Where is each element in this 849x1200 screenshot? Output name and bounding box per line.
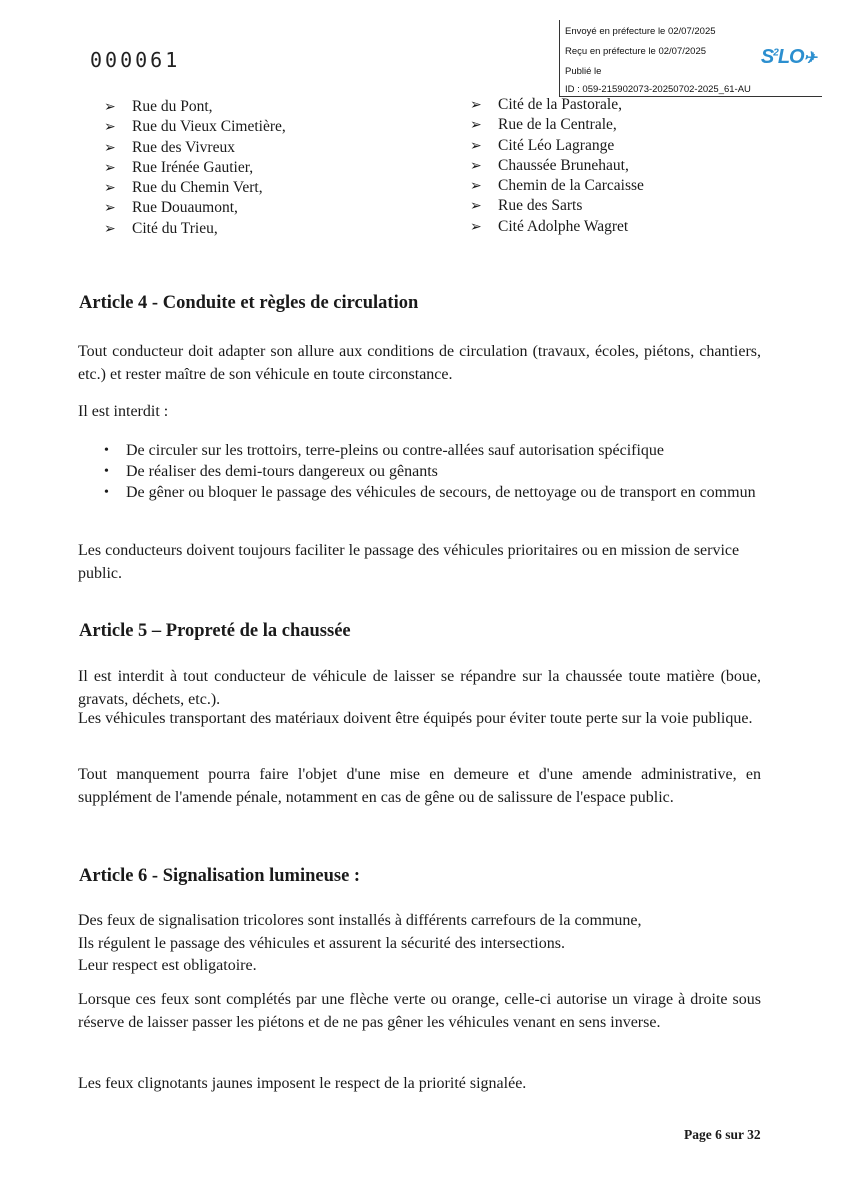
street-name: Rue Irénée Gautier, [132,158,254,176]
list-item-text: De réaliser des demi-tours dangereux ou gênants [126,463,438,480]
stamp-id: ID : 059-215902073-20250702-2025_61-AU [565,84,751,95]
list-item [470,136,644,156]
street-list-right [470,95,644,237]
arrow-bullet-icon: ➢ [470,178,482,195]
list-item [470,95,644,115]
street-name: Rue du Vieux Cimetière, [132,118,286,136]
street-name: Rue du Chemin Vert, [132,179,263,197]
street-name: Cité du Trieu, [132,219,218,237]
article-4-title: Article 4 - Conduite et règles de circulation [79,293,419,313]
arrow-bullet-icon: ➢ [470,218,482,235]
stamp-sent-date: Envoyé en préfecture le 02/07/2025 [565,26,716,37]
logo-letter: S [760,46,774,68]
arrow-bullet-icon: ➢ [104,159,116,176]
bullet-icon: • [104,464,109,479]
article-6-line-2: Ils régulent le passage des véhicules et assurent la sécurité des intersections. [78,934,565,952]
prefecture-stamp [559,20,822,97]
article-5-paragraph-1: Il est interdit à tout conducteur de véhicule de laisser se répandre sur la chaussée toute matière (boue, gravats, déchets, etc.). [78,668,761,708]
arrow-bullet-icon: ➢ [470,198,482,215]
street-name: Rue des Vivreux [132,138,235,156]
street-name: Cité Adolphe Wagret [498,217,629,235]
logo-superscript: 2 [773,47,778,59]
street-name: Rue de la Centrale, [498,116,617,134]
s2lo-logo [761,46,816,69]
list-item [470,156,644,176]
list-item [104,117,286,137]
article-4-paragraph-2: Il est interdit : [78,403,169,420]
article-6-line-3: Leur respect est obligatoire. [78,957,257,974]
arrow-bullet-icon: ➢ [104,200,116,217]
list-item [104,178,286,198]
article-5-paragraph-2: Les véhicules transportant des matériaux doivent être équipés pour éviter toute perte sur la voie publique. [78,710,753,727]
arrow-bullet-icon: ➢ [470,137,482,154]
article-6-title: Article 6 - Signalisation lumineuse : [79,866,361,886]
page-number: Page 6 sur 32 [684,1127,761,1142]
list-item [470,217,644,237]
list-item [104,461,764,482]
stamp-published: Publié le [565,66,602,77]
street-name: Cité Léo Lagrange [498,136,615,154]
article-4-paragraph-3: Les conducteurs doivent toujours faciliter le passage des véhicules prioritaires ou en mission de service public. [78,542,740,582]
list-item [470,176,644,196]
street-name: Rue Douaumont, [132,199,238,217]
article-6-paragraph-2: Lorsque ces feux sont complétés par une flèche verte ou orange, celle-ci autorise un virage à droite sous réserve de laisser passer les piétons et de ne pas gêner les véhicules venant en sens inverse. [78,991,761,1031]
arrow-bullet-icon: ➢ [104,180,116,197]
logo-swoosh-icon: ✈ [803,50,816,67]
article-6-paragraph-3: Les feux clignotants jaunes imposent le respect de la priorité signalée. [78,1075,527,1092]
list-item [104,219,286,239]
bullet-icon: • [104,485,109,500]
list-item [104,440,764,461]
arrow-bullet-icon: ➢ [470,97,482,113]
logo-letters: LO [777,46,804,68]
article-5-title: Article 5 – Propreté de la chaussée [79,621,351,641]
list-item [104,198,286,218]
list-item [104,138,286,158]
street-name: Chaussée Brunehaut, [498,156,629,174]
arrow-bullet-icon: ➢ [104,220,116,237]
article-5-paragraph-3: Tout manquement pourra faire l'objet d'une mise en demeure et d'une amende administrative, en supplément de l'amende pénale, notamment en cas de gêne ou de salissure de l'espace public. [78,766,761,806]
arrow-bullet-icon: ➢ [104,119,116,136]
document-number: 000061 [90,48,181,72]
list-item [104,97,286,117]
arrow-bullet-icon: ➢ [104,99,116,115]
article-4-paragraph-1: Tout conducteur doit adapter son allure aux conditions de circulation (travaux, écoles, piétons, chantiers, etc.) et rester maître de son véhicule en toute circonstance. [78,343,761,383]
list-item [470,115,644,135]
street-list-left [104,97,286,239]
list-item-text: De circuler sur les trottoirs, terre-pleins ou contre-allées sauf autorisation spécifique [126,442,665,459]
article-4-bullet-list [104,440,764,503]
arrow-bullet-icon: ➢ [470,157,482,174]
arrow-bullet-icon: ➢ [104,139,116,156]
article-6-line-1: Des feux de signalisation tricolores sont installés à différents carrefours de la commune, [78,912,642,929]
list-item [104,482,764,503]
street-name: Rue du Pont, [132,98,213,115]
article-6-paragraph-1 [78,910,761,978]
list-item [104,158,286,178]
arrow-bullet-icon: ➢ [470,117,482,134]
street-name: Cité de la Pastorale, [498,96,622,113]
stamp-received-date: Reçu en préfecture le 02/07/2025 [565,46,707,57]
list-item [470,196,644,216]
bullet-icon: • [104,443,109,458]
street-name: Rue des Sarts [498,197,583,215]
list-item-text: De gêner ou bloquer le passage des véhicules de secours, de nettoyage ou de transport en commun [126,484,756,501]
street-name: Chemin de la Carcaisse [498,177,644,195]
